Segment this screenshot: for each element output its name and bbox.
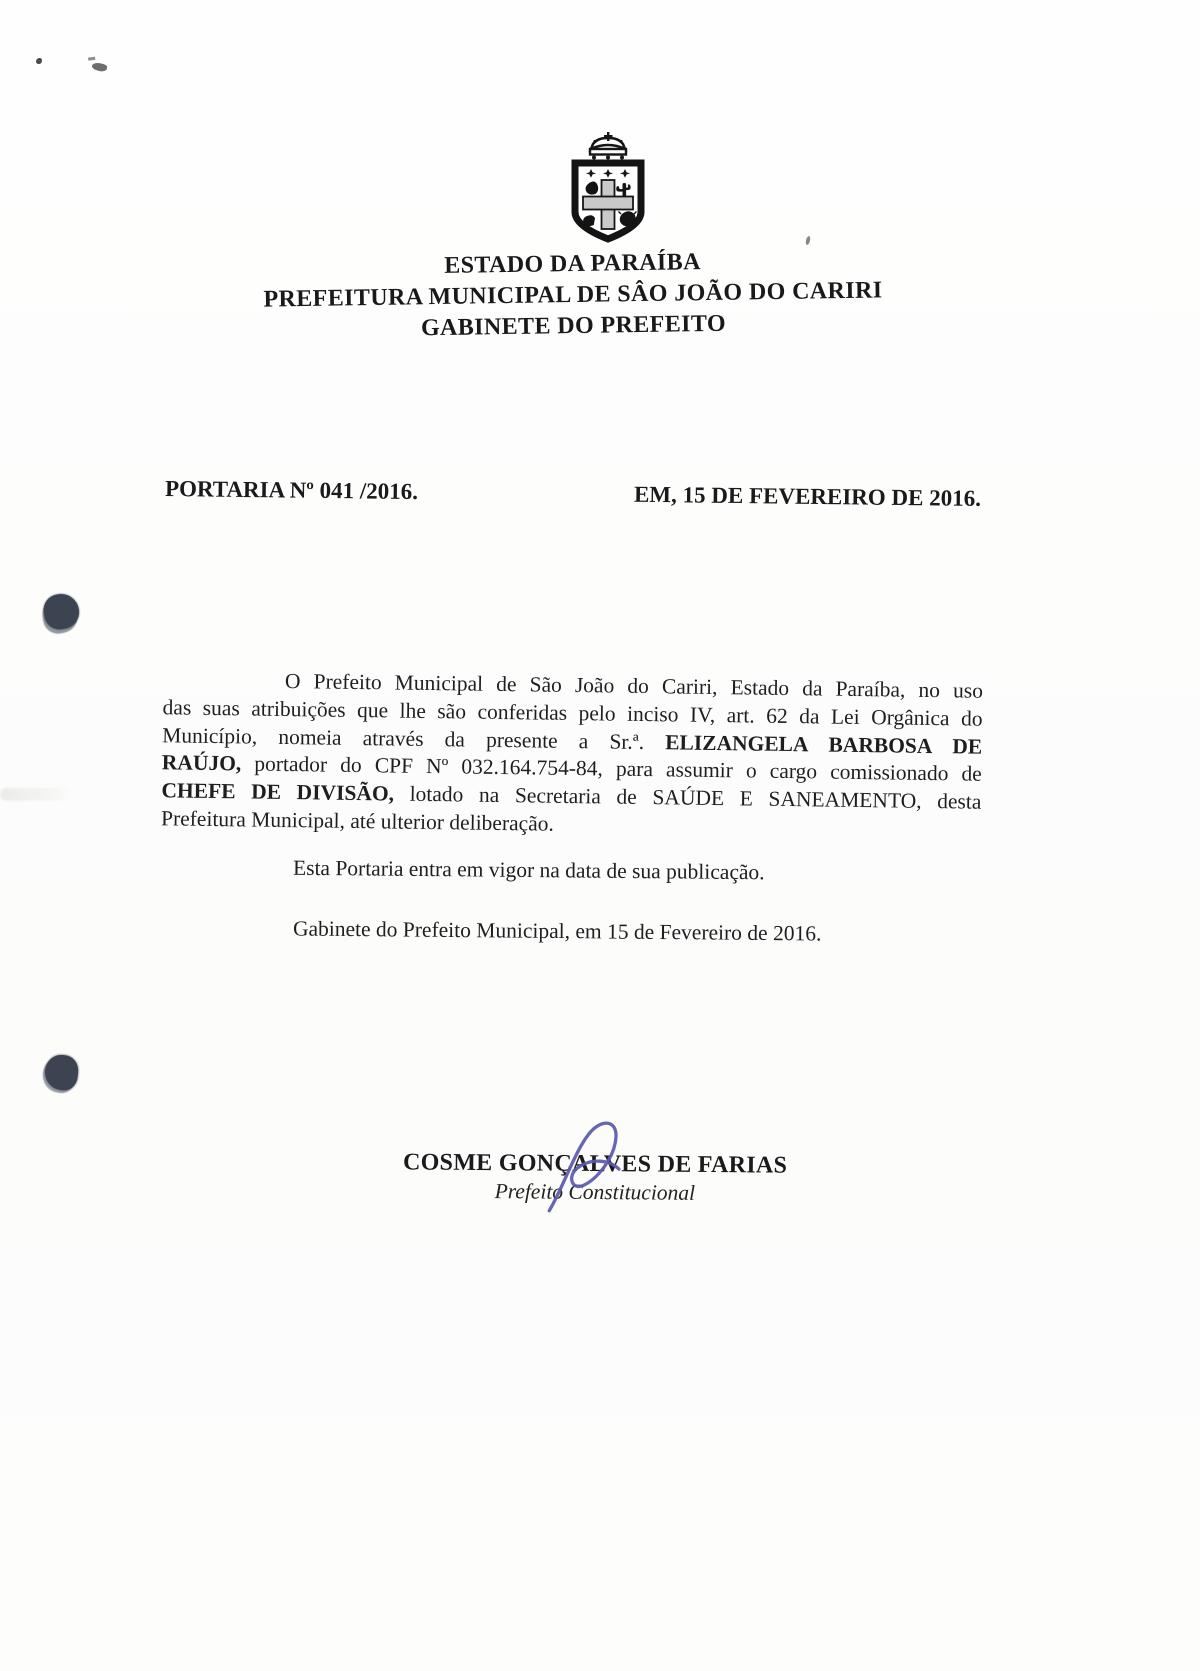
pen-signature-icon (543, 1114, 647, 1218)
scan-speck-icon (36, 58, 42, 64)
scan-smudge-icon (91, 61, 108, 73)
letterhead-state: ESTADO DA PARAÍBA (444, 249, 702, 279)
body-text: lotado na Secretaria de SAÚDE E SANEAMENTO, desta (393, 781, 982, 814)
appointee-name: ELIZANGELA BARBOSA DE (664, 729, 983, 759)
signature-stroke (543, 1114, 647, 1218)
scan-speck-icon (805, 236, 811, 246)
scan-streak-icon (0, 788, 74, 801)
crest-svg (566, 132, 650, 246)
appointee-name: RAÚJO, (161, 750, 242, 776)
ordinance-number: PORTARIA Nº 041 /2016. (164, 476, 419, 505)
signer-title: Prefeito Constitucional (494, 1179, 696, 1205)
body-paragraph (161, 666, 983, 844)
body-text: portador do CPF Nº 032.164.754-84, para assumir o cargo comissionado de (241, 751, 982, 787)
ink-blot-icon (42, 592, 82, 632)
body-text: Município, nomeia através da presente a Sr.ª. (162, 722, 666, 754)
place-and-date-clause: Gabinete do Prefeito Municipal, em 15 de Fevereiro de 2016. (292, 916, 822, 946)
effectiveness-clause: Esta Portaria entra em vigor na data de sua publicação. (292, 855, 765, 885)
municipal-coat-of-arms-icon (566, 132, 650, 246)
letterhead-municipality: PREFEITURA MUNICIPAL DE SÂO JOÃO DO CARIRI (263, 277, 883, 313)
body-text: das suas atribuições que lhe são conferidas pelo inciso IV, art. 62 da Lei Orgânica do (162, 695, 983, 731)
ordinance-date: EM, 15 DE FEVEREIRO DE 2016. (633, 481, 982, 511)
letterhead (139, 243, 1006, 349)
position-title: CHEFE DE DIVISÃO, (161, 778, 395, 806)
letterhead-office: GABINETE DO PREFEITO (420, 310, 727, 342)
body-text: O Prefeito Municipal de São João do Cariri, Estado da Paraíba, no uso (284, 668, 984, 703)
body-text: Prefeitura Municipal, até ulterior deliberação. (160, 806, 555, 836)
ink-blot-icon (43, 1053, 79, 1091)
ordinance-heading-row (165, 476, 981, 512)
signer-name: COSME GONÇALVES DE FARIAS (402, 1149, 788, 1179)
